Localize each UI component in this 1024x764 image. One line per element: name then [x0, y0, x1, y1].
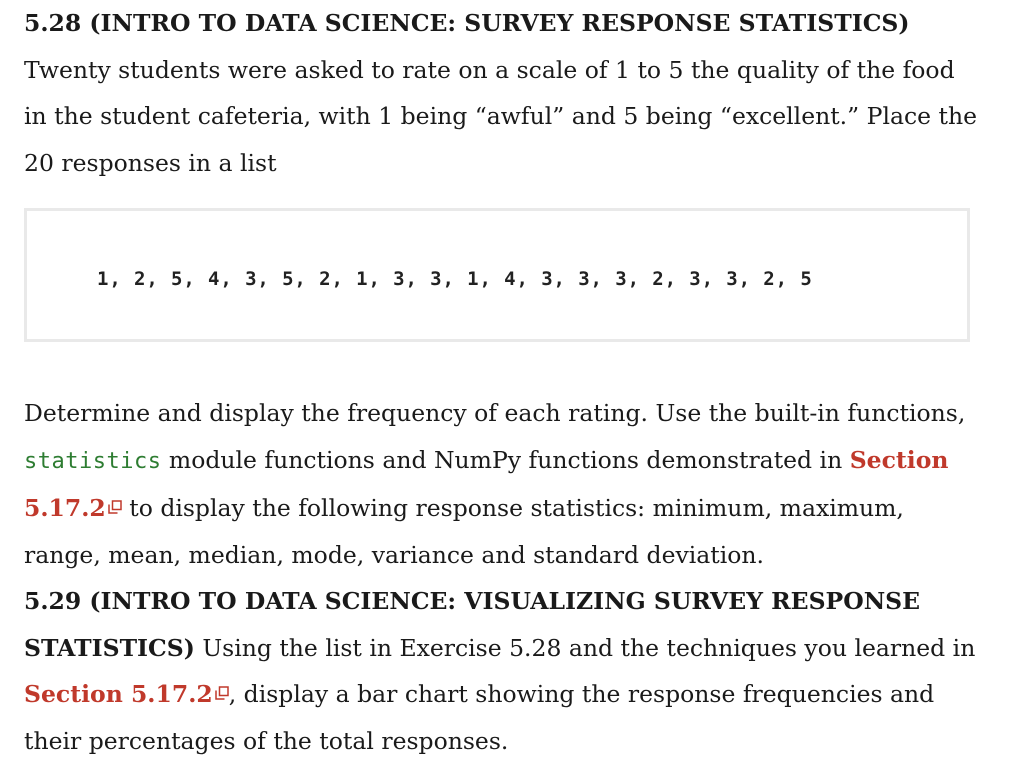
- inline-code-statistics: statistics: [24, 448, 162, 474]
- document-page: [24, 0, 984, 764]
- code-block: [24, 208, 970, 342]
- external-link-icon: [108, 500, 122, 514]
- external-link-icon: [215, 686, 229, 700]
- exercise-5-28-intro-text: Twenty students were asked to rate on a scale of 1 to 5 the quality of the food in the student cafeteria, with 1 being “awful” and 5 being “excellent.” Place the 20 responses in a list: [24, 55, 978, 177]
- exercise-5-28-body: [24, 390, 984, 578]
- exercise-5-28-body-text-2: module functions and NumPy functions demonstrated in: [161, 445, 850, 474]
- exercise-5-29: [24, 578, 984, 764]
- section-5-17-2-link-2[interactable]: [24, 680, 229, 708]
- section-5-17-2-link-label: Section 5.17.2: [24, 445, 949, 522]
- exercise-5-29-text-2: , display a bar chart showing the response frequencies and their percentages of the total responses.: [24, 680, 935, 755]
- exercise-5-29-text-1: Using the list in Exercise 5.28 and the techniques you learned in: [194, 633, 976, 662]
- exercise-5-28-intro: [24, 0, 984, 186]
- exercise-5-28-heading: 5.28 (INTRO TO DATA SCIENCE: SURVEY RESPONSE STATISTICS): [24, 9, 910, 37]
- exercise-5-29-heading: 5.29 (INTRO TO DATA SCIENCE: VISUALIZING SURVEY RESPONSE STATISTICS): [24, 587, 921, 662]
- exercise-5-28-body-text-3: to display the following response statistics: minimum, maximum, range, mean, median, mode, variance and standard deviation.: [24, 494, 904, 569]
- section-5-17-2-link-2-label: Section 5.17.2: [24, 680, 213, 708]
- code-responses-list: 1, 2, 5, 4, 3, 5, 2, 1, 3, 3, 1, 4, 3, 3, 3, 2, 3, 3, 2, 5: [97, 268, 813, 290]
- exercise-5-28-body-text-1: Determine and display the frequency of each rating. Use the built-in functions,: [24, 399, 966, 427]
